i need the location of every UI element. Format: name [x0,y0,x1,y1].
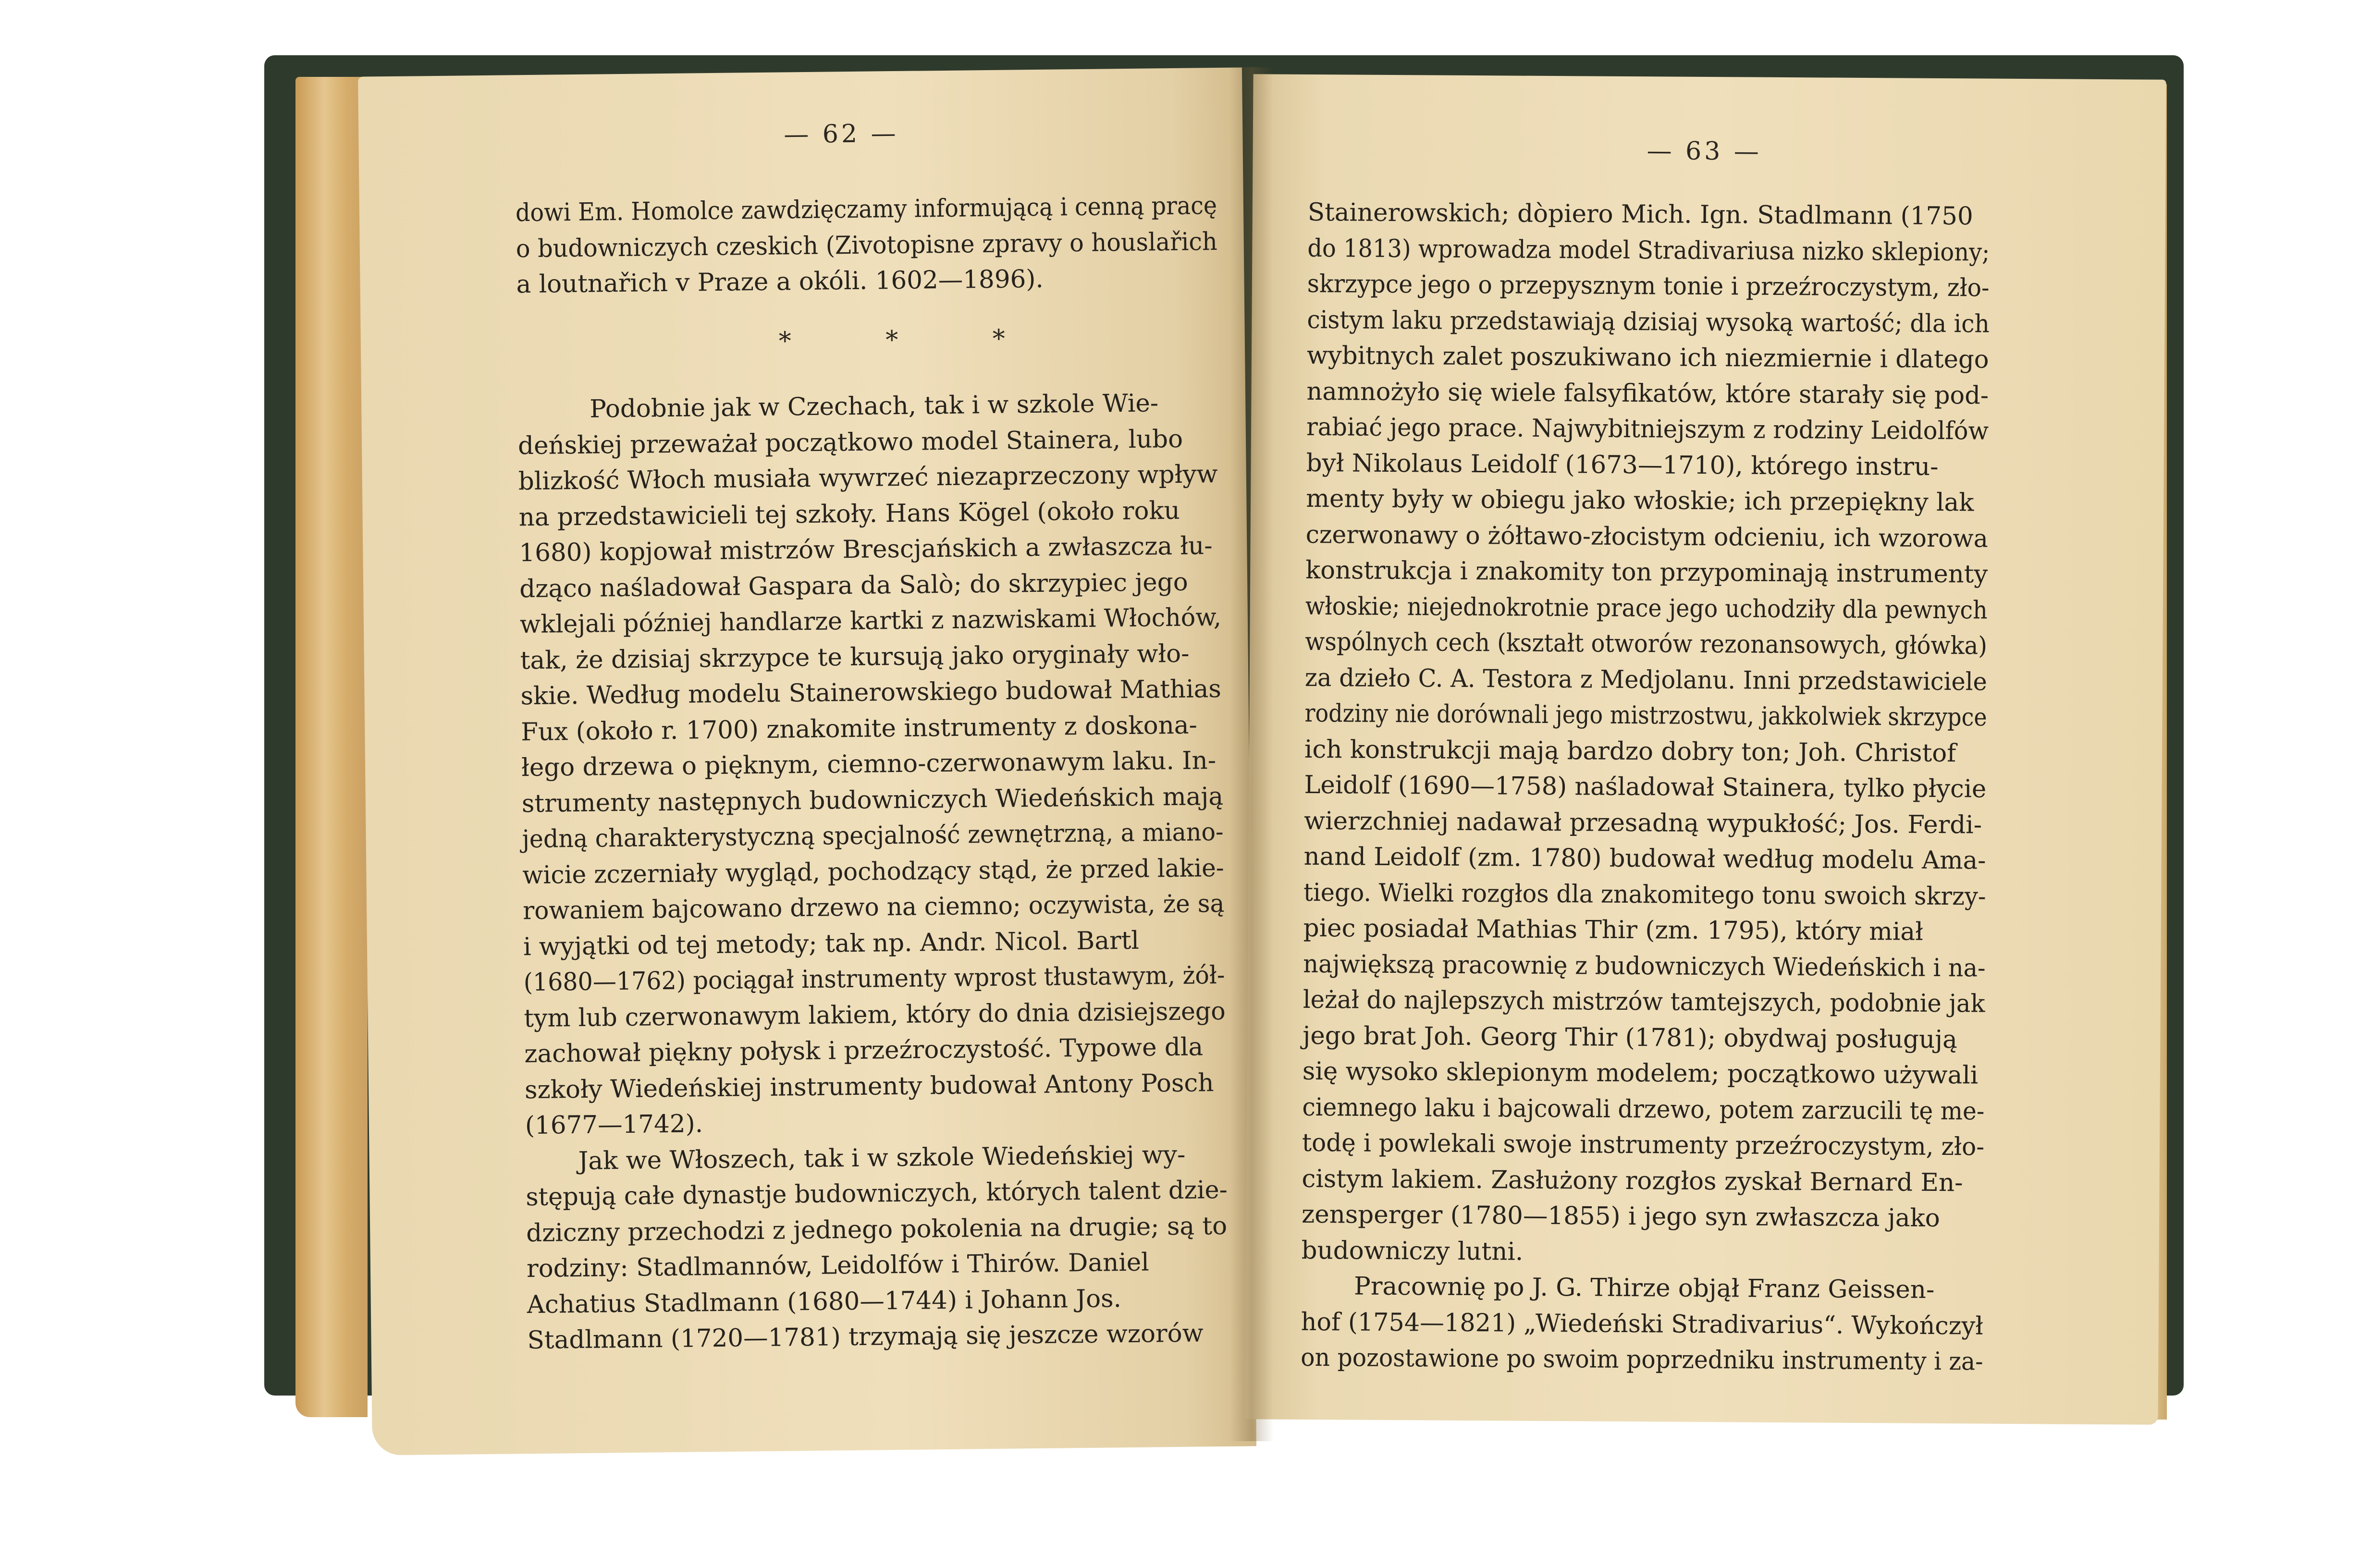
text-line: na przedstawicieli tej szkoły. Hans Kögel (około roku [518,496,1180,532]
text-line: rabiać jego prace. Najwybitniejszym z rodziny Leidolfów [1306,412,1989,446]
text-line: wierzchniej nadawał przesadną wypukłość; Jos. Ferdi- [1303,806,1982,840]
text-line: za dzieło C. A. Testora z Medjolanu. Inni przedstawiciele [1304,663,1987,697]
text-line: todę i powlekali swoje instrumenty przeźroczystym, zło- [1302,1128,1985,1162]
text-line: namnożyło się wiele falsyfikatów, które starały się pod- [1306,377,1989,410]
text-line: konstrukcja i znakomity ton przypominają instrumenty [1305,555,1988,589]
text-line: Stadlmann (1720—1781) trzymają się jeszcze wzorów [527,1319,1204,1355]
text-line: wybitnych zalet poszukiwano ich niezmiernie i dlatego [1306,341,1989,374]
left-page-stack [295,77,368,1417]
text-line: jego brat Joh. Georg Thir (1781); obydwaj posługują [1303,1021,1957,1054]
text-line: Stainerowskich; dòpiero Mich. Ign. Stadlmann (1750 [1307,197,1973,231]
text-line: zensperger (1780—1855) i jego syn zwłaszcza jako [1301,1200,1940,1233]
text-line: tym lub czerwonawym lakiem, który do dnia dzisiejszego [524,996,1226,1033]
text-line: ich konstrukcji mają bardzo dobry ton; Joh. Christof [1304,735,1956,768]
right-page-text [1301,195,1990,1380]
text-line: menty były w obiegu jako włoskie; ich przepiękny lak [1305,484,1974,517]
text-line: 1680) kopjował mistrzów Brescjańskich a zwłaszcza łu- [519,531,1213,568]
text-line: deńskiej przeważał początkowo model Stainera, lubo [517,424,1183,460]
text-line: nand Leidolf (zm. 1780) budował według modelu Ama- [1303,842,1986,875]
text-line: jedną charakterystyczną specjalność zewnętrzną, a miano- [522,817,1224,854]
text-line: cistym laku przedstawiają dzisiaj wysoką wartość; dla ich [1307,305,1990,339]
text-line: Podobnie jak w Czechach, tak i w szkole Wie- [589,389,1159,424]
text-line: do 1813) wprowadza model Stradivariusa nizko sklepiony; [1307,233,1990,267]
text-line: wklejali później handlarze kartki z nazwiskami Włochów, [519,602,1222,639]
left-page-text-body [517,385,1229,1359]
text-line: skrzypce jego o przepysznym tonie i przeźroczystym, zło- [1307,269,1990,303]
text-line: Pracownię po J. G. Thirze objął Franz Geissen- [1353,1272,1935,1304]
text-line: tak, że dzisiaj skrzypce te kursują jako oryginały wło- [520,639,1190,675]
text-line: strumenty następnych budowniczych Wiedeńskich mają [521,782,1224,818]
text-line: rodziny nie dorównali jego mistrzostwu, jakkolwiek skrzypce [1304,698,1987,732]
text-line: Jak we Włoszech, tak i w szkole Wiedeńskiej wy- [578,1140,1186,1176]
text-line: skie. Według modelu Stainerowskiego budował Mathias [520,674,1222,711]
text-line: dziczny przechodzi z jednego pokolenia na drugie; są to [526,1211,1228,1248]
page-number-right: — 63 — [1647,136,1762,166]
text-line: czerwonawy o żółtawo-złocistym odcieniu, ich wzorowa [1305,520,1988,553]
text-line: ciemnego laku i bajcowali drzewo, potem zarzucili tę me- [1302,1092,1985,1126]
text-line: budowniczy lutni. [1301,1236,1524,1266]
text-line: o budowniczych czeskich (Zivotopisne zpravy o houslařich [516,227,1218,263]
text-line: łego drzewa o pięknym, ciemno-czerwonawym laku. In- [521,746,1217,783]
text-line: on pozostawione po swoim poprzedniku instrumenty i za- [1301,1343,1983,1376]
text-line: hof (1754—1821) „Wiedeński Stradivarius“. Wykończył [1301,1307,1983,1341]
text-line: się wysoko sklepionym modelem; początkowo używali [1302,1056,1979,1090]
section-divider-stars: * * * [778,324,1049,356]
text-line: dowi Em. Homolce zawdzięczamy informującą i cenną pracę [515,191,1217,228]
text-line: rowaniem bajcowano drzewo na ciemno; oczywista, że są [522,889,1225,926]
text-line: Fux (około r. 1700) znakomite instrumenty z doskona- [521,710,1198,747]
text-line: włoskie; niejednokrotnie prace jego uchodziły dla pewnych [1305,591,1988,625]
text-line: (1677—1742). [525,1109,703,1140]
left-page [358,67,1256,1455]
book-gutter [1230,67,1273,1441]
text-line: (1680—1762) pociągał instrumenty wprost tłustawym, żół- [523,960,1225,997]
text-line: był Nikolaus Leidolf (1673—1710), którego instru- [1306,448,1939,481]
text-line: wspólnych cech (kształt otworów rezonansowych, główka) [1305,627,1988,661]
text-line: wicie zczerniały wygląd, pochodzący stąd, że przed lakie- [522,853,1225,890]
text-line: rodziny: Stadlmannów, Leidolfów i Thirów. Daniel [526,1248,1150,1284]
text-line: blizkość Włoch musiała wywrzeć niezaprzeczony wpływ [518,460,1218,496]
text-line: Leidolf (1690—1758) naśladował Stainera, tylko płycie [1304,770,1987,804]
text-line: zachował piękny połysk i przeźroczystość. Typowe dla [524,1032,1204,1069]
text-line: i wyjątki od tej metody; tak np. Andr. Nicol. Bartl [523,926,1140,961]
left-page-text-top [516,188,1218,303]
text-line: szkoły Wiedeńskiej instrumenty budował Antony Posch [524,1068,1214,1104]
text-line: Achatius Stadlmann (1680—1744) i Johann Jos. [527,1284,1122,1319]
text-line: tiego. Wielki rozgłos dla znakomitego tonu swoich skrzy- [1303,878,1986,911]
page-number-left: — 62 — [784,119,899,149]
text-line: piec posiadał Mathias Thir (zm. 1795), który miał [1303,913,1923,946]
text-line: leżał do najlepszych mistrzów tamtejszych, podobnie jak [1303,985,1985,1018]
text-line: dząco naśladował Gaspara da Salò; do skrzypiec jego [519,567,1189,603]
text-line: największą pracownię z budowniczych Wiedeńskich i na- [1303,949,1986,983]
text-line: cistym lakiem. Zasłużony rozgłos zyskał Bernard En- [1302,1164,1963,1197]
right-page [1245,74,2166,1425]
text-line: a loutnařich v Praze a okóli. 1602—1896). [516,264,1044,299]
text-line: stępują całe dynastje budowniczych, których talent dzie- [526,1175,1228,1212]
